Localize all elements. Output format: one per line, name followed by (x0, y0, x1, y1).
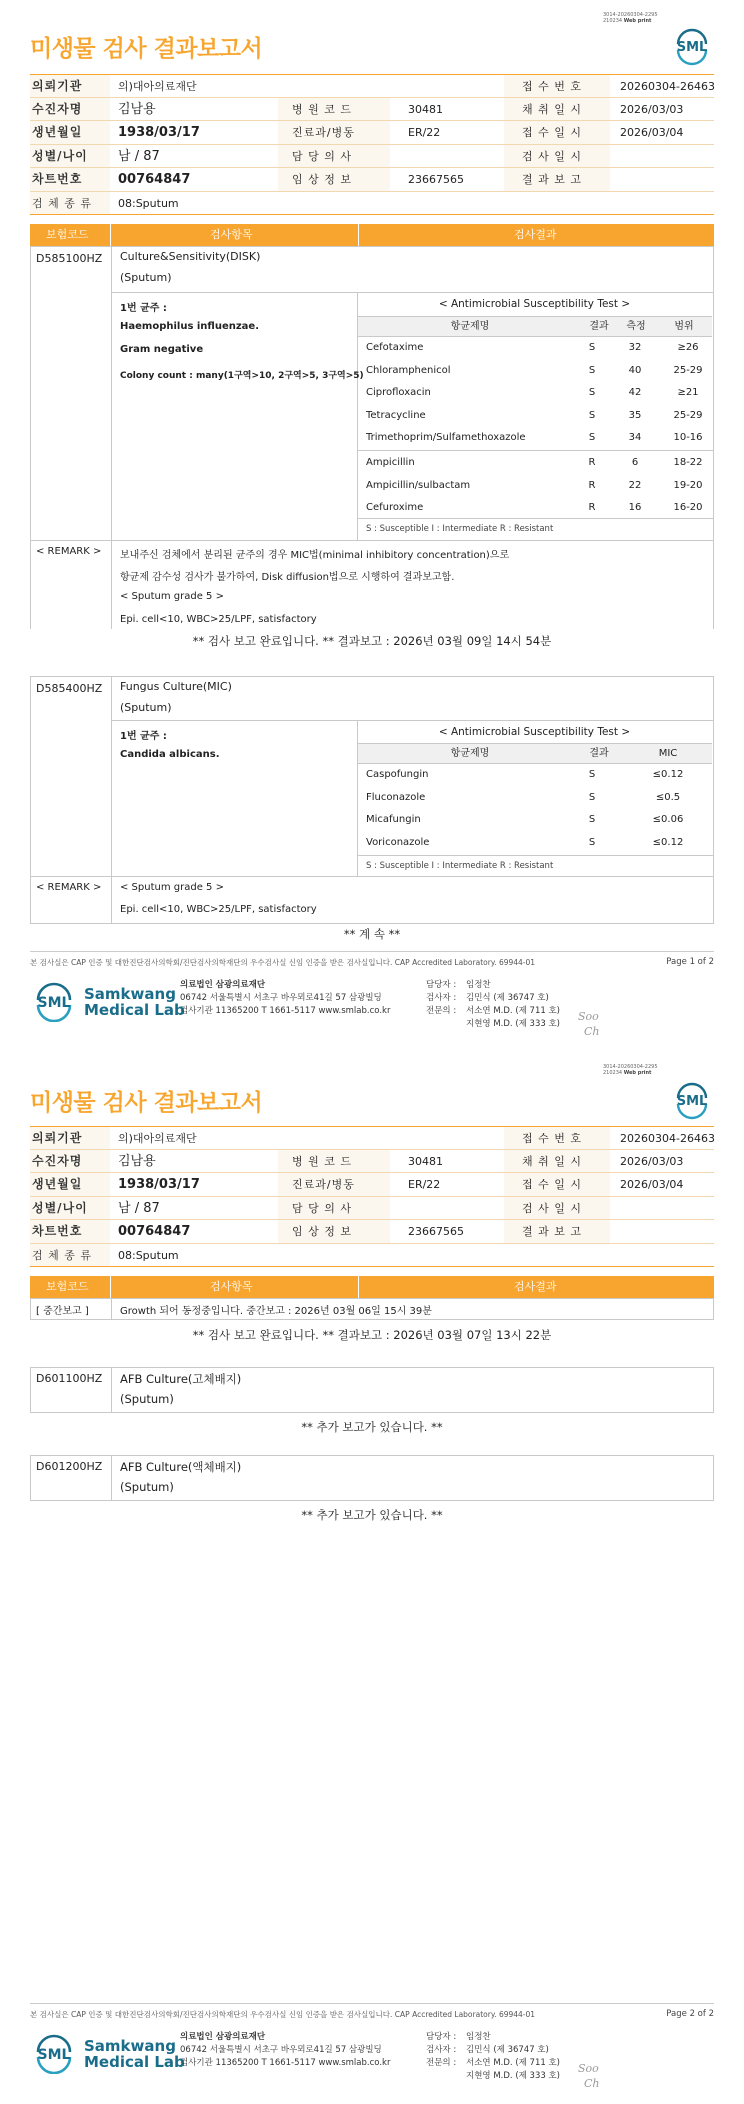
receipt-no-value: 20260304-26463 (620, 1132, 715, 1145)
fungus-legend: S : Susceptible I : Intermediate R : Resistant (366, 861, 554, 871)
hospital-code-value: 30481 (408, 102, 443, 116)
dob-value: 1938/03/17 (118, 125, 200, 140)
receipt-no-value: 20260304-26463 (620, 80, 715, 93)
tester-value: 김민식 (제 36747 호) (466, 993, 549, 1003)
col-item: 검사항목 (210, 1280, 253, 1293)
footer-address (180, 2031, 390, 2070)
institution-value: 의)대아의료재단 (118, 80, 197, 93)
ast-row (358, 832, 712, 853)
ast-cell-range: 19-20 (673, 479, 703, 491)
signature-2: Ch (584, 2077, 600, 2090)
footer-address (180, 979, 390, 1018)
specialist2-value: 지현영 M.D. (제 333 호) (466, 1019, 561, 1029)
institution-label: 의뢰기관 (30, 75, 110, 97)
info-row (30, 1197, 714, 1221)
sex-age-label: 성별/나이 (30, 145, 110, 168)
chart-no-label: 차트번호 (30, 168, 110, 191)
ast-row (358, 382, 712, 403)
info-row (30, 121, 714, 145)
culture-specimen: (Sputum) (120, 271, 172, 284)
ast-cell-result: S (588, 364, 596, 376)
sex-age-label: 성별/나이 (30, 1197, 110, 1220)
ast-row (358, 764, 712, 785)
tester-label: 검사자 : (426, 993, 457, 1003)
ast-cell-range: ≥26 (677, 342, 699, 353)
col-result: 검사결과 (514, 1280, 557, 1293)
samkwang-logo-icon (34, 982, 74, 1022)
afb-solid-note: ** 추가 보고가 있습니다. ** (301, 1420, 443, 1434)
ast-cell-antibiotic: Fluconazole (366, 791, 426, 803)
info-row (30, 192, 714, 216)
brand-line1: Samkwang (84, 2037, 176, 2055)
culture-organism: Haemophilus influenzae. (120, 321, 260, 332)
institution-value: 의)대아의료재단 (118, 1132, 197, 1145)
dept-value: ER/22 (408, 126, 441, 139)
ast-row (358, 360, 712, 381)
ast-cell-measure: 6 (631, 457, 639, 468)
sex-age-value: 남 / 87 (118, 148, 160, 164)
culture-legend: S : Susceptible I : Intermediate R : Resistant (366, 524, 554, 534)
ast-cell-antibiotic: Ampicillin/sulbactam (366, 479, 471, 491)
footer-staff (426, 2031, 560, 2083)
ast-cell-mic: ≤0.06 (652, 814, 684, 826)
info-row (30, 1220, 714, 1244)
hospital-code-value: 30481 (408, 1154, 443, 1168)
dept-value: ER/22 (408, 1178, 441, 1191)
culture-remark-label: < REMARK > (36, 546, 102, 557)
dob-value: 1938/03/17 (118, 1177, 200, 1192)
ast-cell-range: 16-20 (673, 502, 703, 514)
sml-logo-text: SML (676, 1094, 708, 1109)
footer-brand (84, 986, 185, 1018)
culture-completion: ** 검사 보고 완료입니다. ** 결과보고 : 2026년 03월 09일 14시 54분 (192, 634, 552, 648)
col-result: 검사결과 (514, 228, 557, 241)
specialist1-value: 서소연 M.D. (제 711 호) (466, 1006, 561, 1016)
ast-cell-measure: 22 (628, 479, 642, 491)
ast-row (358, 475, 712, 496)
specialist1-value: 서소연 M.D. (제 711 호) (466, 2058, 561, 2068)
report-date-label: 결 과 보 고 (504, 168, 610, 191)
interim-completion: ** 검사 보고 완료입니다. ** 결과보고 : 2026년 03월 07일 13시 22분 (192, 1328, 552, 1342)
col-code: 보험코드 (46, 1280, 89, 1293)
ast-cell-antibiotic: Chloramphenicol (366, 364, 451, 376)
name-value: 김남용 (118, 101, 156, 117)
manager-label: 담당자 : (426, 980, 457, 990)
ast-cell-measure: 34 (628, 432, 642, 444)
ast-cell-antibiotic: Micafungin (366, 814, 421, 826)
ast-cell-measure: 32 (628, 342, 642, 353)
culture-ast-header (358, 316, 712, 337)
signature-1: Soo (578, 1010, 599, 1023)
info-row (30, 1126, 714, 1150)
chart-no-value: 00764847 (118, 1224, 191, 1239)
col-item: 검사항목 (210, 228, 253, 241)
specialist2-value: 지현영 M.D. (제 333 호) (466, 2071, 561, 2081)
afb-solid-specimen: (Sputum) (120, 1392, 174, 1406)
ast-cell-result: R (588, 502, 596, 514)
footer-org: 의료법인 삼광의료재단 (180, 980, 266, 990)
culture-name: Culture&Sensitivity(DISK) (120, 250, 261, 263)
ast-cell-antibiotic: Caspofungin (366, 769, 429, 780)
afb-solid-code: D601100HZ (36, 1372, 103, 1385)
dept-label: 진료과/병동 (278, 1173, 390, 1196)
culture-ast-title: < Antimicrobial Susceptibility Test > (438, 298, 631, 310)
ast-row (358, 405, 712, 426)
afb-liquid-note: ** 추가 보고가 있습니다. ** (301, 1508, 443, 1522)
receive-date-label: 접 수 일 시 (504, 121, 610, 144)
tester-value: 김민식 (제 36747 호) (466, 2045, 549, 2055)
receipt-no-label: 접 수 번 호 (504, 75, 610, 97)
name-value: 김남용 (118, 1153, 156, 1169)
specimen-label: 검 체 종 류 (30, 192, 110, 215)
ast-cell-measure: 35 (628, 409, 642, 421)
ast-cell-mic: ≤0.12 (652, 769, 684, 780)
dob-label: 생년월일 (30, 1173, 110, 1196)
footer-contact: 검사기관 11365200 T 1661-5117 www.smlab.co.kr (180, 2058, 391, 2068)
culture-remark-line: 보내주신 검체에서 분리된 균주의 경우 MIC법(minimal inhibitory concentration)으로 (120, 550, 510, 561)
info-row (30, 1173, 714, 1197)
ast-cell-result: R (588, 479, 596, 491)
info-row (30, 145, 714, 169)
ast-cell-range: 10-16 (673, 432, 703, 444)
brand-line1: Samkwang (84, 985, 176, 1003)
ast-cell-range: 18-22 (673, 457, 703, 468)
ast-cell-range: 25-29 (673, 364, 703, 376)
ast-row (358, 497, 712, 518)
ast-cell-result: S (588, 836, 596, 848)
hospital-code-label: 병 원 코 드 (278, 98, 390, 121)
receipt-no-label: 접 수 번 호 (504, 1127, 610, 1149)
samkwang-logo-text: SML (37, 2047, 71, 2063)
footer-notice: 본 검사실은 CAP 인증 및 대한진단검사의학회/진단검사의학재단의 우수검사실 신임 인증을 받은 검사실입니다. CAP Accredited Laboratory. 69944-01 (30, 2010, 536, 2019)
culture-colony: Colony count : many(1구역>10, 2구역>5, 3구역>5) (120, 371, 364, 381)
patient-info-table (30, 1126, 714, 1267)
ast-col-antibiotic: 항균제명 (450, 321, 490, 332)
test-date-label: 검 사 일 시 (504, 1197, 610, 1220)
afb-liquid-name: AFB Culture(액체배지) (120, 1460, 242, 1474)
specialist-label: 전문의 : (426, 2058, 457, 2068)
ast-cell-result: S (588, 769, 596, 780)
sml-logo-icon (672, 26, 712, 66)
footer-notice: 본 검사실은 CAP 인증 및 대한진단검사의학회/진단검사의학재단의 우수검사실 신임 인증을 받은 검사실입니다. CAP Accredited Laboratory. 69944-01 (30, 958, 536, 967)
brand-line2: Medical Lab (84, 2053, 185, 2071)
ast-cell-measure: 16 (628, 502, 642, 514)
chart-no-value: 00764847 (118, 172, 191, 187)
collect-date-value: 2026/03/03 (620, 102, 684, 116)
name-label: 수진자명 (30, 1150, 110, 1173)
clinical-value: 23667565 (408, 173, 464, 186)
fungus-organism: Candida albicans. (120, 749, 220, 760)
culture-organism-no: 1번 균주 : (120, 303, 167, 314)
hospital-code-label: 병 원 코 드 (278, 1150, 390, 1173)
afb-liquid-code: D601200HZ (36, 1460, 103, 1473)
brand-line2: Medical Lab (84, 1001, 185, 1019)
ast-cell-antibiotic: Ciprofloxacin (366, 387, 431, 399)
ast-cell-result: S (588, 814, 596, 826)
ast-cell-mic: ≤0.12 (652, 836, 684, 848)
interim-label: [ 중간보고 ] (36, 1306, 89, 1317)
ast-cell-range: 25-29 (673, 409, 703, 421)
ast-col-antibiotic: 항균제명 (450, 748, 490, 759)
ast-col-range: 범위 (674, 321, 694, 332)
ast-row (358, 787, 712, 808)
continued-note: ** 계 속 ** (343, 927, 401, 941)
ast-col-measure: 측정 (626, 321, 646, 332)
sex-age-value: 남 / 87 (118, 1200, 160, 1216)
ast-cell-antibiotic: Voriconazole (366, 836, 430, 848)
ast-cell-result: S (588, 432, 596, 444)
print-code-line1: 3014-20260304-2295 (603, 12, 658, 18)
culture-remark-line: < Sputum grade 5 > (120, 591, 224, 602)
info-row (30, 1150, 714, 1174)
receive-date-value: 2026/03/04 (620, 1178, 684, 1191)
specialist-label: 전문의 : (426, 1006, 457, 1016)
fungus-code: D585400HZ (36, 682, 103, 695)
collect-date-label: 채 취 일 시 (504, 1150, 610, 1173)
ast-cell-result: S (588, 409, 596, 421)
afb-liquid-specimen: (Sputum) (120, 1480, 174, 1494)
collect-date-value: 2026/03/03 (620, 1154, 684, 1168)
name-label: 수진자명 (30, 98, 110, 121)
print-code-line1: 3014-20260304-2295 (603, 1064, 658, 1070)
ast-row (358, 452, 712, 473)
ast-cell-antibiotic: Tetracycline (366, 409, 426, 421)
sml-logo-text: SML (676, 40, 708, 55)
culture-remark-line: 항균제 감수성 검사가 불가하여, Disk diffusion법으로 시행하여 결과보고함. (120, 572, 455, 583)
manager-value: 임정찬 (466, 980, 491, 990)
col-code: 보험코드 (46, 228, 89, 241)
info-row (30, 98, 714, 122)
ast-row (358, 337, 712, 358)
report-date-label: 결 과 보 고 (504, 1220, 610, 1243)
samkwang-logo-icon (34, 2034, 74, 2074)
ast-cell-antibiotic: Trimethoprim/Sulfamethoxazole (366, 432, 526, 444)
test-date-label: 검 사 일 시 (504, 145, 610, 168)
info-row (30, 1244, 714, 1268)
ast-cell-antibiotic: Ampicillin (366, 457, 415, 468)
receive-date-label: 접 수 일 시 (504, 1173, 610, 1196)
tester-label: 검사자 : (426, 2045, 457, 2055)
ast-col-result: 결과 (589, 321, 609, 332)
info-row (30, 168, 714, 192)
clinical-value: 23667565 (408, 1225, 464, 1238)
interim-text: Growth 되어 동정중입니다. 중간보고 : 2026년 03월 06일 15시 39분 (120, 1306, 432, 1317)
doctor-label: 담 당 의 사 (278, 145, 390, 168)
print-code (603, 12, 658, 24)
specimen-label: 검 체 종 류 (30, 1244, 110, 1267)
collect-date-label: 채 취 일 시 (504, 98, 610, 121)
report-page-2 (0, 1052, 744, 2104)
footer-org: 의료법인 삼광의료재단 (180, 2032, 266, 2042)
specimen-value: 08:Sputum (118, 196, 179, 210)
culture-gram: Gram negative (120, 344, 204, 355)
result-table-header (30, 1276, 714, 1298)
signature-2: Ch (584, 1025, 600, 1038)
ast-row (358, 427, 712, 448)
specimen-value: 08:Sputum (118, 1248, 179, 1262)
clinical-label: 임 상 정 보 (278, 1220, 390, 1243)
receive-date-value: 2026/03/04 (620, 126, 684, 139)
fungus-remark-line: < Sputum grade 5 > (120, 882, 224, 893)
culture-remark-line: Epi. cell<10, WBC>25/LPF, satisfactory (120, 614, 317, 625)
footer-page-number: Page 2 of 2 (666, 2009, 714, 2019)
footer-page-number: Page 1 of 2 (666, 957, 714, 967)
report-title: 미생물 검사 결과보고서 (30, 36, 263, 62)
fungus-remark-label: < REMARK > (36, 882, 102, 893)
patient-info-table (30, 74, 714, 215)
sml-logo-icon (672, 1080, 712, 1120)
footer-contact: 검사기관 11365200 T 1661-5117 www.smlab.co.kr (180, 1006, 391, 1016)
ast-col-result: 결과 (589, 748, 609, 759)
fungus-organism-no: 1번 균주 : (120, 731, 167, 742)
ast-cell-measure: 42 (628, 387, 642, 399)
ast-cell-result: S (588, 342, 596, 353)
footer-staff (426, 979, 560, 1031)
ast-cell-mic: ≤0.5 (655, 791, 681, 803)
samkwang-logo-text: SML (37, 995, 71, 1011)
signature-1: Soo (578, 2062, 599, 2075)
print-code-web: Web print (623, 1070, 652, 1076)
ast-cell-antibiotic: Cefuroxime (366, 502, 424, 514)
ast-row (358, 809, 712, 830)
footer-addr: 06742 서울특별시 서초구 바우뫼로41길 57 삼광빌딩 (180, 993, 382, 1003)
ast-cell-result: S (588, 791, 596, 803)
fungus-ast-header (358, 743, 712, 764)
ast-col-mic: MIC (658, 748, 678, 759)
ast-cell-result: R (588, 457, 596, 468)
chart-no-label: 차트번호 (30, 1220, 110, 1243)
print-code-line2: 210234 (603, 1070, 623, 1076)
result-table-header (30, 224, 714, 246)
print-code (603, 1064, 658, 1076)
fungus-ast-title: < Antimicrobial Susceptibility Test > (438, 726, 631, 738)
report-title: 미생물 검사 결과보고서 (30, 1090, 263, 1116)
ast-cell-measure: 40 (628, 364, 642, 376)
fungus-remark-line: Epi. cell<10, WBC>25/LPF, satisfactory (120, 904, 317, 915)
dept-label: 진료과/병동 (278, 121, 390, 144)
doctor-label: 담 당 의 사 (278, 1197, 390, 1220)
culture-code: D585100HZ (36, 252, 103, 265)
dob-label: 생년월일 (30, 121, 110, 144)
ast-cell-result: S (588, 387, 596, 399)
manager-label: 담당자 : (426, 2032, 457, 2042)
info-row (30, 74, 714, 98)
print-code-line2: 210234 (603, 18, 623, 24)
ast-cell-range: ≥21 (677, 387, 699, 399)
afb-solid-name: AFB Culture(고체배지) (120, 1372, 242, 1386)
clinical-label: 임 상 정 보 (278, 168, 390, 191)
fungus-name: Fungus Culture(MIC) (120, 680, 232, 693)
fungus-specimen: (Sputum) (120, 701, 172, 714)
manager-value: 임정찬 (466, 2032, 491, 2042)
institution-label: 의뢰기관 (30, 1127, 110, 1149)
footer-addr: 06742 서울특별시 서초구 바우뫼로41길 57 삼광빌딩 (180, 2045, 382, 2055)
ast-cell-antibiotic: Cefotaxime (366, 342, 424, 353)
print-code-web: Web print (623, 18, 652, 24)
footer-brand (84, 2038, 185, 2070)
